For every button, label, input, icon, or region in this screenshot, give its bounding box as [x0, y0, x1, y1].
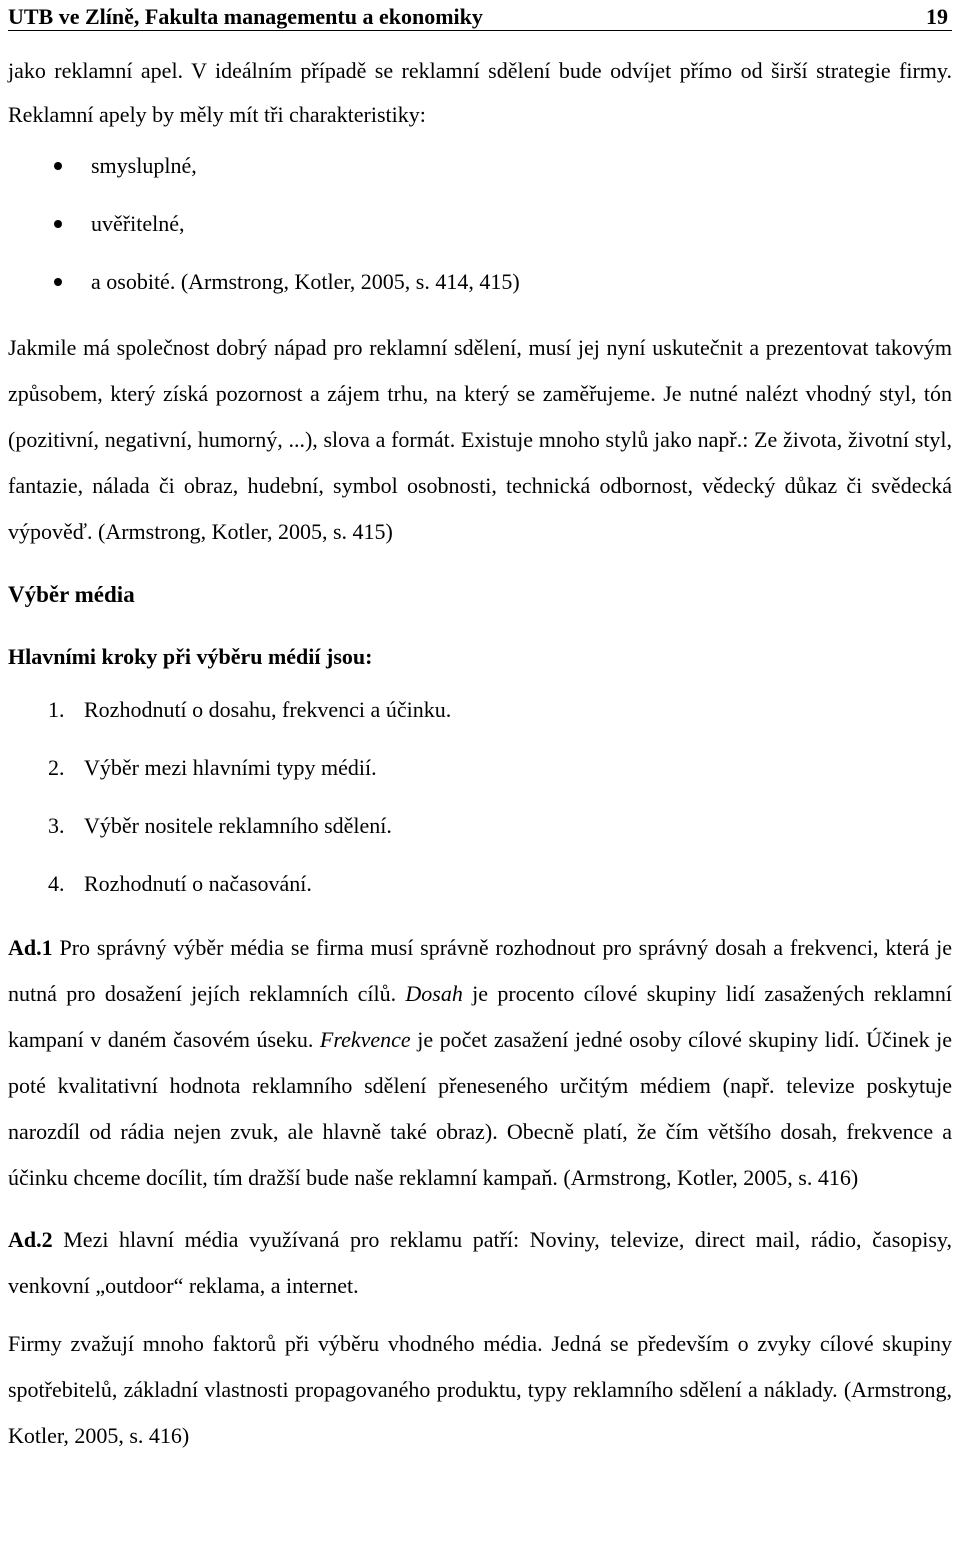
paragraph-intro: jako reklamní apel. V ideálním případě se reklamní sdělení bude odvíjet přímo od širší strategie firmy. Reklamní apely by měly mít tři charakteristiky:	[8, 58, 952, 127]
section-subheading: Hlavními kroky při výběru médií jsou:	[8, 644, 373, 669]
paragraph-execution: Jakmile má společnost dobrý nápad pro reklamní sdělení, musí jej nyní uskutečnit a prezentovat takovým způsobem, který získá pozornost a zájem trhu, na který se zaměřujeme. Je nutné nalézt vhodný styl, tón (pozitivní, negativní, humorný, ...), slova a formát. Existuje mnoho stylů jako např.: Ze života, životní styl, fantazie, nálada či obraz, hudební, symbol osobnosti, technická odbornost, vědecký důkaz či svědecká výpověď. (Armstrong, Kotler, 2005, s. 415)	[8, 335, 952, 544]
list-item-text: a osobité. (Armstrong, Kotler, 2005, s. 414, 415)	[91, 269, 520, 294]
ad1-text-part2: je procento cílové skupiny lidí zasažených reklamní kampaní v daném časovém úseku.	[8, 981, 953, 1052]
paragraph-ad1	[8, 925, 952, 1201]
page-header	[8, 0, 952, 31]
list-item-text: uvěřitelné,	[91, 211, 185, 236]
bullet-icon	[54, 220, 62, 228]
header-title: UTB ve Zlíně, Fakulta managementu a ekonomiky	[8, 4, 483, 29]
page-content	[8, 49, 952, 1459]
paragraph-closing: Firmy zvažují mnoho faktorů při výběru vhodného média. Jedná se především o zvyky cílové skupiny spotřebitelů, základní vlastnosti propagovaného produktu, typy reklamního sdělení a náklady. (Armstrong, Kotler, 2005, s. 416)	[8, 1331, 952, 1448]
list-item	[8, 739, 952, 797]
list-item-number: 1.	[48, 697, 65, 722]
list-item-text: Výběr nositele reklamního sdělení.	[84, 813, 392, 838]
list-item-text: Výběr mezi hlavními typy médií.	[84, 755, 377, 780]
term-dosah: Dosah	[405, 981, 463, 1006]
list-item-text: smysluplné,	[91, 153, 197, 178]
characteristics-list	[8, 137, 952, 311]
ad1-text-part3: je počet zasažení jedné osoby cílové skupiny lidí. Účinek je poté kvalitativní hodnota reklamního sdělení přeneseného určitým médiem (např. televize poskytuje narozdíl od rádia nejen zvuk, ale hlavně také obraz). Obecně platí, že čím většího dosah, frekvence a účinku chceme docílit, tím dražší bude naše reklamní kampaň. (Armstrong, Kotler, 2005, s. 416)	[8, 1027, 952, 1190]
list-item	[8, 253, 952, 311]
ad2-label: Ad.2	[8, 1227, 53, 1252]
ad2-text: Mezi hlavní média využívaná pro reklamu patří: Noviny, televize, direct mail, rádio, časopisy, venkovní „outdoor“ reklama, a internet.	[8, 1227, 952, 1298]
term-frekvence: Frekvence	[319, 1027, 411, 1052]
list-item-text: Rozhodnutí o načasování.	[84, 871, 312, 896]
list-item	[8, 681, 952, 739]
paragraph-ad2	[8, 1217, 952, 1309]
bullet-icon	[54, 278, 62, 286]
list-item	[8, 855, 952, 913]
list-item	[8, 797, 952, 855]
ad1-label: Ad.1	[8, 935, 53, 960]
list-item	[8, 137, 952, 195]
page-number: 19	[926, 4, 948, 29]
list-item-number: 3.	[48, 813, 65, 838]
list-item	[8, 195, 952, 253]
ad1-text-part1: Pro správný výběr média se firma musí správně rozhodnout pro správný dosah a frekvenci, která je nutná pro dosažení jejích reklamních cílů.	[8, 935, 952, 1006]
list-item-number: 2.	[48, 755, 65, 780]
steps-list	[8, 681, 952, 913]
bullet-icon	[54, 162, 62, 170]
section-heading: Výběr média	[8, 582, 135, 607]
list-item-number: 4.	[48, 871, 65, 896]
list-item-text: Rozhodnutí o dosahu, frekvenci a účinku.	[84, 697, 452, 722]
